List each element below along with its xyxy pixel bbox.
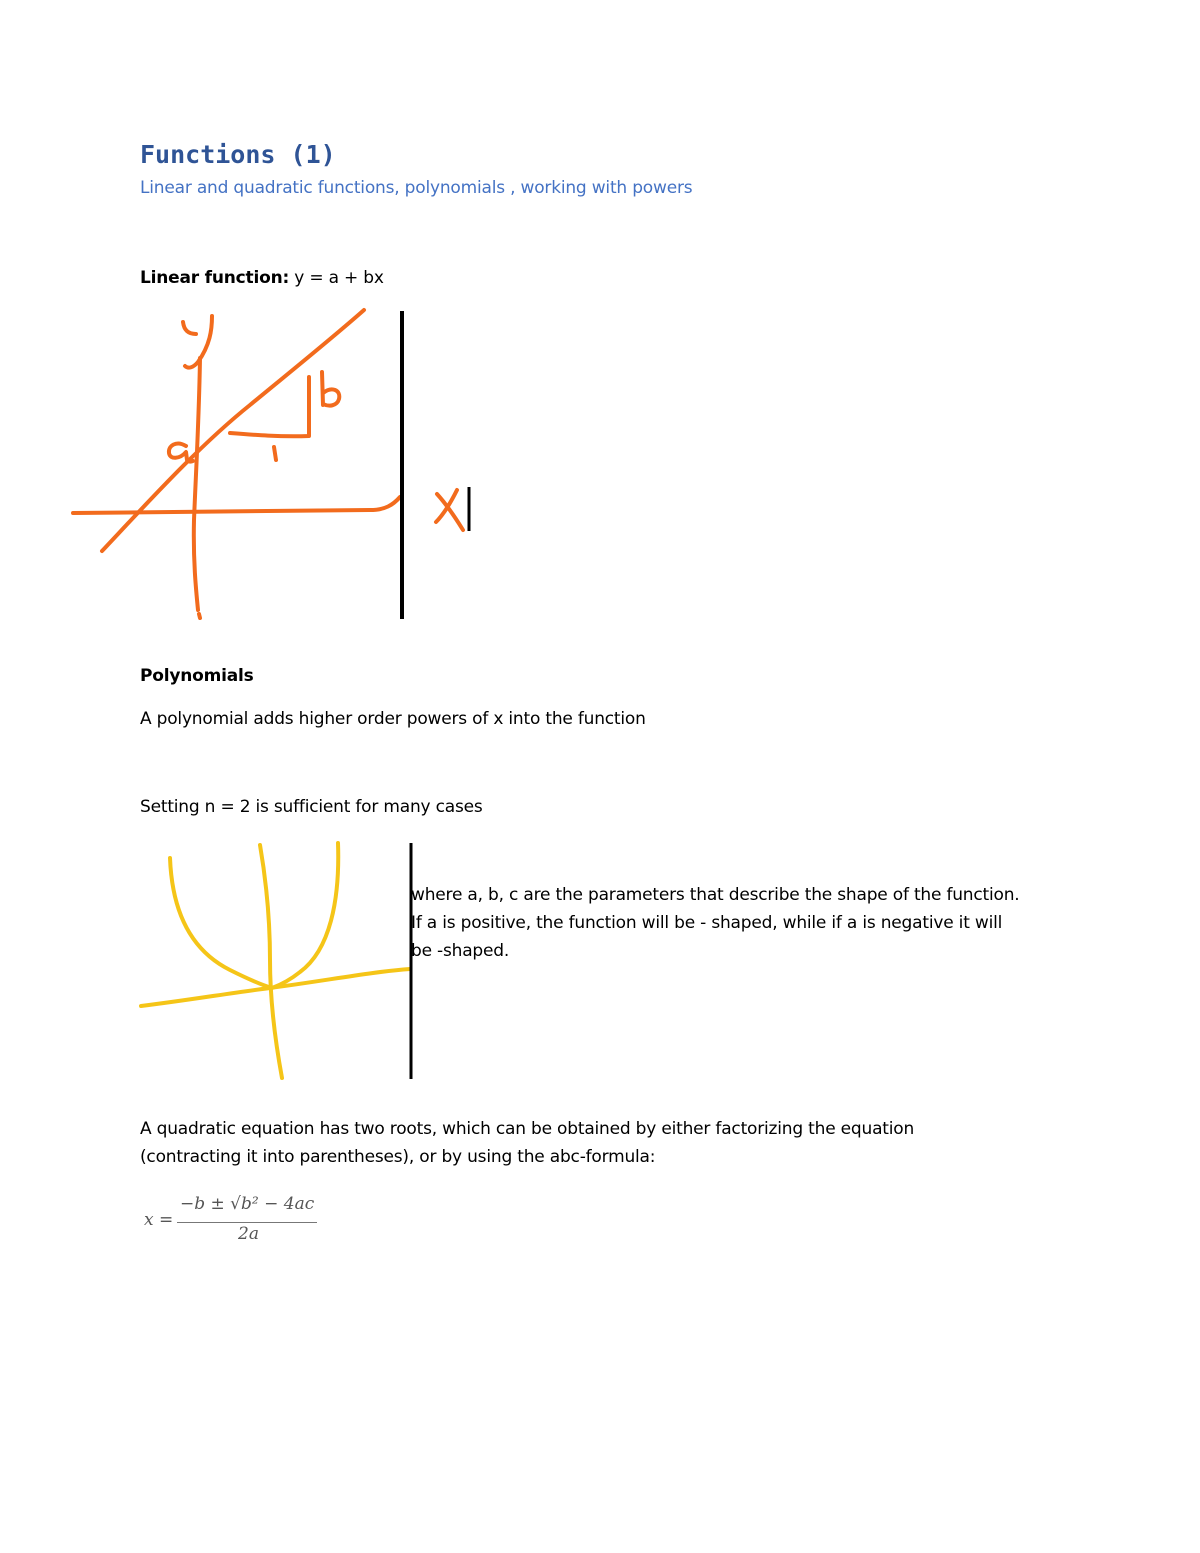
formula-numerator: −b ± √b² − 4ac [180,1194,315,1214]
side-note-line-3: be -shaped. [411,941,510,961]
polynomial-sketch [141,843,410,1078]
polynomials-heading: Polynomials [140,666,254,686]
quadratic-line-1: A quadratic equation has two roots, which can be obtained by either factorizing the equation [140,1119,915,1139]
formula-fraction-bar [177,1222,317,1223]
linear-sketch [73,310,463,618]
linear-sketch-run-letter [274,447,276,460]
linear-sketch-x-axis [73,497,400,513]
polynomial-sketch-left-curve [170,858,272,988]
side-note-line-1: where a, b, c are the parameters that describe the shape of the function. [411,885,1020,905]
linear-sketch-slope-triangle [230,377,309,436]
polynomial-sketch-y-axis [260,845,282,1078]
polynomials-setting-text: Setting n = 2 is sufficient for many cases [140,797,483,817]
linear-function-label: Linear function: [140,268,290,288]
polynomial-sketch-right-curve [272,843,338,988]
formula-lhs: x = [144,1210,174,1230]
formula-denominator: 2a [238,1224,259,1244]
abc-formula [140,1194,330,1254]
linear-sketch-b-letter [322,372,339,406]
linear-function-equation: y = a + bx [294,268,384,288]
page-title: Functions (1) [140,140,336,169]
quadratic-paragraph [140,1115,914,1171]
page-subtitle: Linear and quadratic functions, polynomials , working with powers [140,178,693,198]
polynomial-side-note [411,881,1061,965]
quadratic-line-2: (contracting it into parentheses), or by using the abc-formula: [140,1147,656,1167]
linear-sketch-y-axis [194,358,200,610]
linear-sketch-line [102,310,364,551]
linear-sketch-x-letter [436,490,463,530]
linear-sketch-y-letter [183,316,212,368]
polynomials-description: A polynomial adds higher order powers of x into the function [140,709,646,729]
side-note-line-2: If a is positive, the function will be - shaped, while if a is negative it will [411,913,1003,933]
